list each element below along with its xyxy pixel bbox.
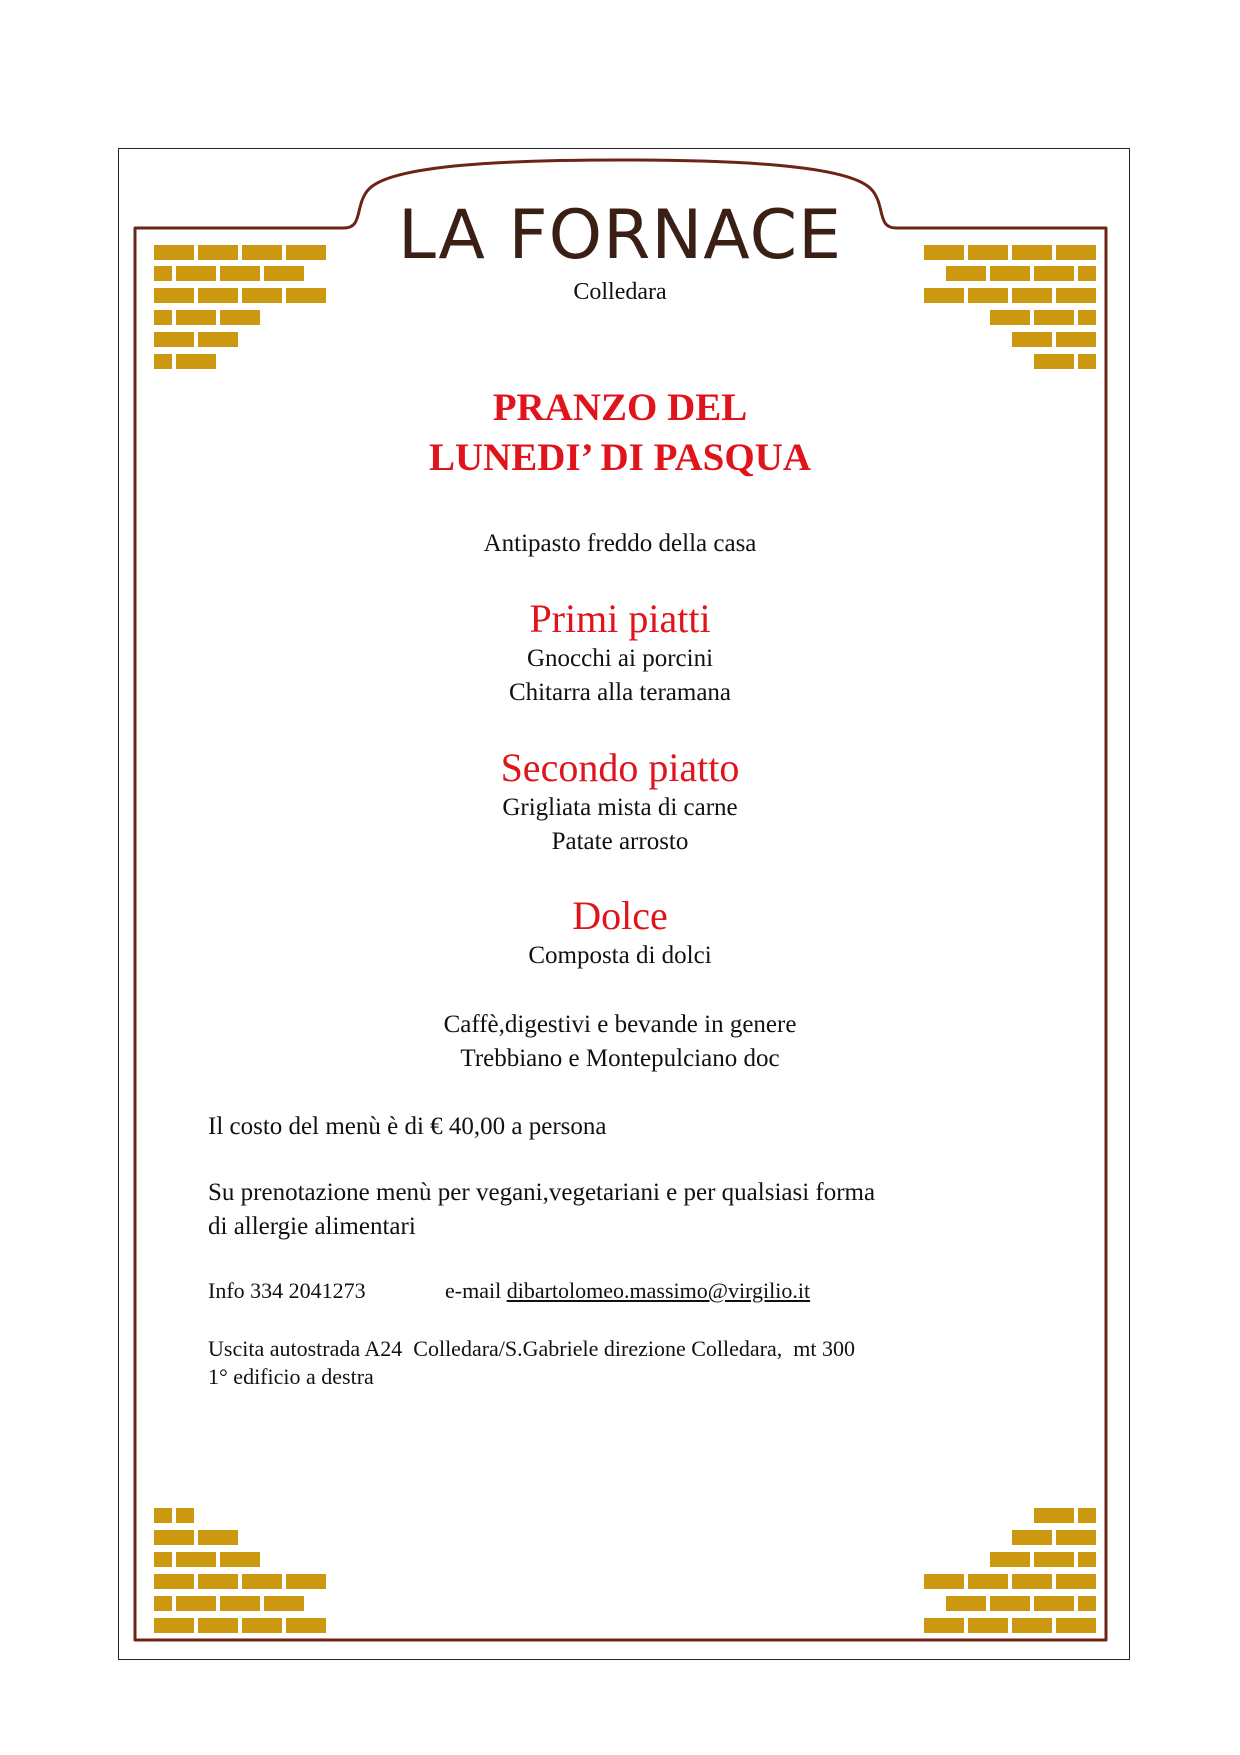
event-title-line-1: PRANZO DEL xyxy=(492,386,748,429)
extras-item: Trebbiano e Montepulciano doc xyxy=(460,1045,780,1072)
diet-note-line-1: Su prenotazione menù per vegani,vegetariani e per qualsiasi forma xyxy=(208,1179,876,1206)
bricks-bottom-left-icon xyxy=(154,1508,326,1633)
primi-item: Gnocchi ai porcini xyxy=(526,645,714,672)
antipasto-item: Antipasto freddo della casa xyxy=(483,530,757,557)
secondo-item: Patate arrosto xyxy=(551,828,689,855)
price-note: Il costo del menù è di € 40,00 a persona xyxy=(208,1113,607,1140)
bricks-bottom-right-icon xyxy=(924,1508,1096,1633)
directions-line-2: 1° edificio a destra xyxy=(208,1364,374,1389)
antipasto-block xyxy=(0,527,1240,561)
primi-heading: Primi piatti xyxy=(529,596,711,641)
event-title-line-2: LUNEDI’ DI PASQUA xyxy=(428,436,812,479)
extras-item: Caffè,digestivi e bevande in genere xyxy=(443,1011,797,1038)
directions xyxy=(208,1335,855,1391)
email-link[interactable]: dibartolomeo.massimo@virgilio.it xyxy=(506,1278,811,1303)
email-line xyxy=(445,1277,810,1305)
dolce-heading: Dolce xyxy=(572,893,668,938)
extras-block xyxy=(0,1008,1240,1076)
email-label: e-mail xyxy=(445,1278,502,1303)
diet-note-line-2: di allergie alimentari xyxy=(208,1213,416,1240)
diet-note xyxy=(208,1176,875,1244)
secondo-item: Grigliata mista di carne xyxy=(502,794,738,821)
secondo-heading: Secondo piatto xyxy=(500,745,740,790)
restaurant-town: Colledara xyxy=(573,279,667,305)
event-title xyxy=(0,383,1240,483)
directions-line-1: Uscita autostrada A24 Colledara/S.Gabriele direzione Colledara, mt 300 xyxy=(208,1336,855,1361)
restaurant-name: LA FORNACE xyxy=(397,196,843,275)
primi-item: Chitarra alla teramana xyxy=(508,679,732,706)
dolce-item: Composta di dolci xyxy=(528,942,712,969)
primi-section xyxy=(0,596,1240,710)
dolce-section xyxy=(0,893,1240,973)
secondo-section xyxy=(0,745,1240,859)
contact-info: Info 334 2041273 xyxy=(208,1278,366,1303)
